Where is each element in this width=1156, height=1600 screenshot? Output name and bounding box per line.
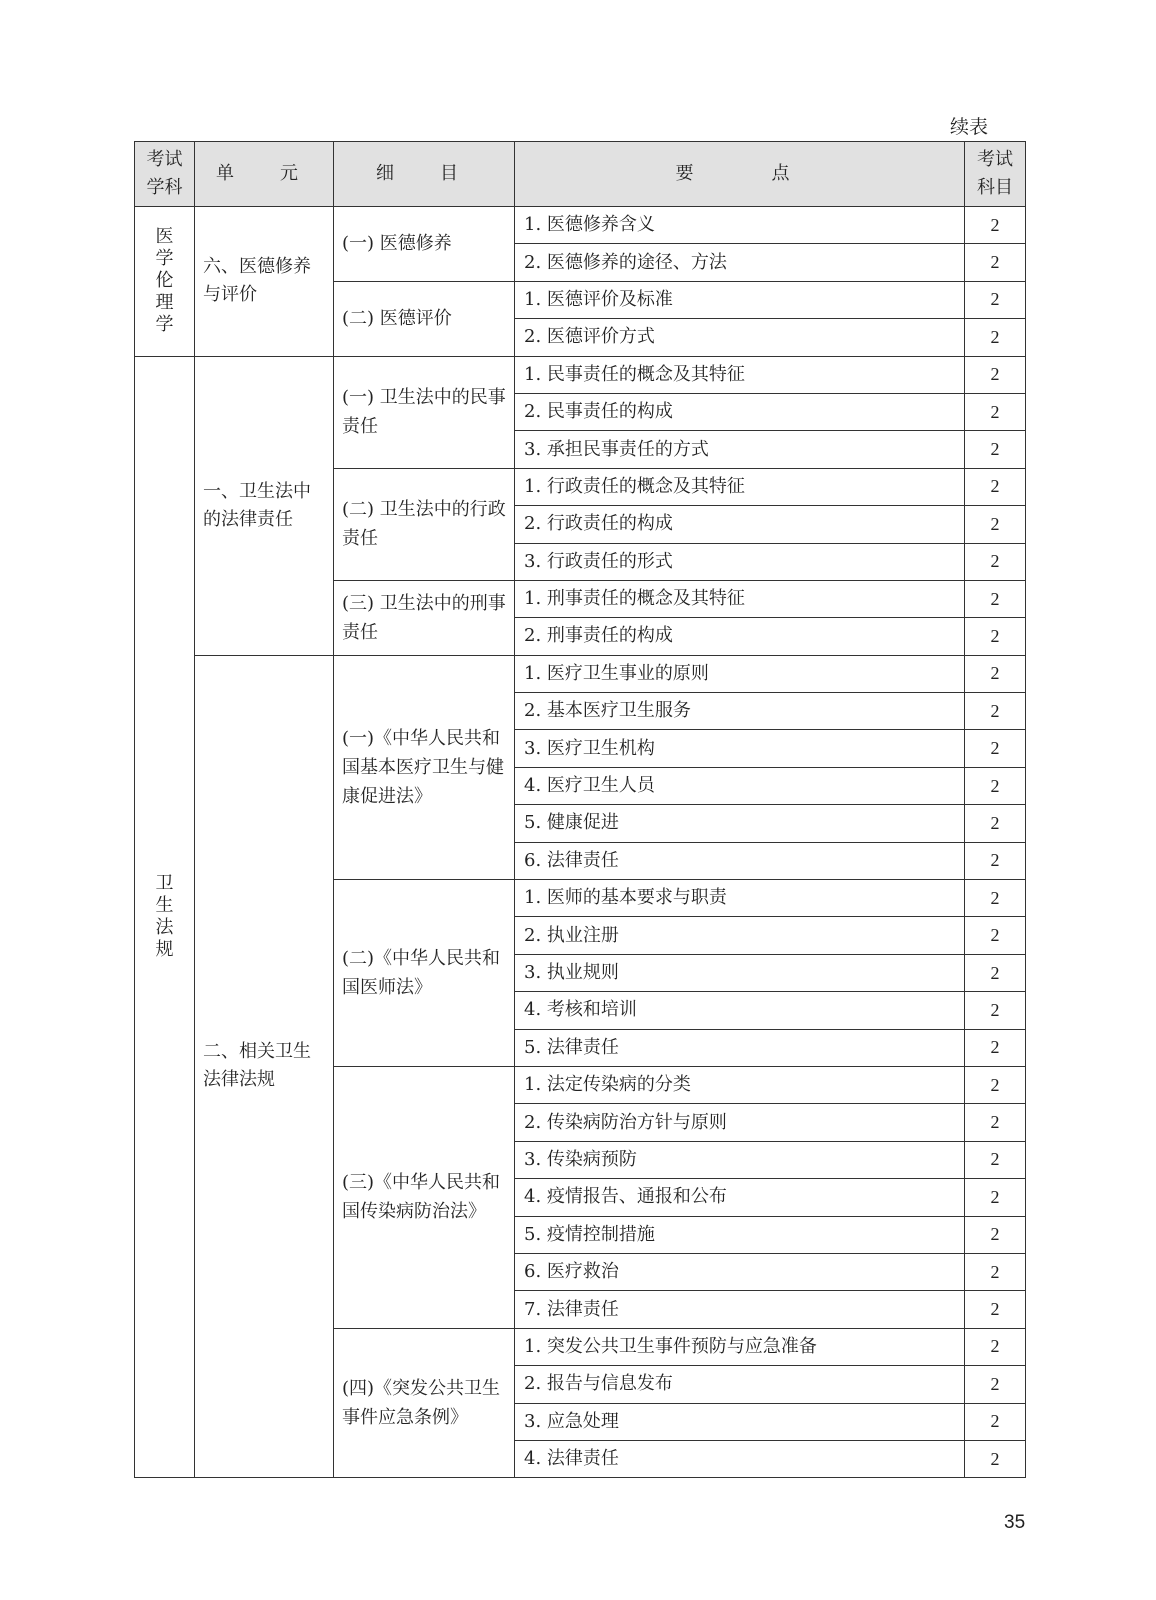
detail-cell: (一) 卫生法中的民事责任	[334, 356, 515, 468]
table-row	[135, 207, 1026, 244]
point-cell: 3. 承担民事责任的方式	[515, 431, 965, 468]
header-unit: 单 元	[195, 142, 334, 207]
level-cell: 2	[965, 1403, 1026, 1440]
level-cell: 2	[965, 917, 1026, 954]
point-cell: 2. 医德修养的途径、方法	[515, 244, 965, 281]
table-row	[135, 655, 1026, 692]
level-cell: 2	[965, 842, 1026, 879]
point-cell: 1. 突发公共卫生事件预防与应急准备	[515, 1328, 965, 1365]
unit-cell: 二、相关卫生法律法规	[195, 655, 334, 1478]
header-subject: 考试学科	[135, 142, 195, 207]
level-cell: 2	[965, 1440, 1026, 1477]
detail-cell: (三) 卫生法中的刑事责任	[334, 580, 515, 655]
point-cell: 7. 法律责任	[515, 1291, 965, 1328]
detail-cell: (一) 医德修养	[334, 207, 515, 282]
detail-cell: (二) 卫生法中的行政责任	[334, 468, 515, 580]
level-cell: 2	[965, 1216, 1026, 1253]
level-cell: 2	[965, 207, 1026, 244]
level-cell: 2	[965, 954, 1026, 991]
point-cell: 1. 刑事责任的概念及其特征	[515, 580, 965, 617]
point-cell: 6. 医疗救治	[515, 1253, 965, 1290]
level-cell: 2	[965, 805, 1026, 842]
point-cell: 1. 行政责任的概念及其特征	[515, 468, 965, 505]
unit-cell: 一、卫生法中的法律责任	[195, 356, 334, 655]
level-cell: 2	[965, 319, 1026, 356]
level-cell: 2	[965, 1291, 1026, 1328]
unit-cell: 六、医德修养与评价	[195, 207, 334, 357]
level-cell: 2	[965, 1104, 1026, 1141]
level-cell: 2	[965, 506, 1026, 543]
subject-cell	[135, 207, 195, 357]
point-cell: 5. 疫情控制措施	[515, 1216, 965, 1253]
point-cell: 4. 医疗卫生人员	[515, 767, 965, 804]
level-cell: 2	[965, 880, 1026, 917]
point-cell: 1. 医师的基本要求与职责	[515, 880, 965, 917]
page-number: 35	[1004, 1512, 1026, 1533]
detail-cell: (三)《中华人民共和国传染病防治法》	[334, 1066, 515, 1328]
point-cell: 3. 传染病预防	[515, 1141, 965, 1178]
subject-label: 医学伦理学	[155, 226, 174, 336]
point-cell: 4. 考核和培训	[515, 992, 965, 1029]
level-cell: 2	[965, 393, 1026, 430]
point-cell: 3. 医疗卫生机构	[515, 730, 965, 767]
point-cell: 1. 医德评价及标准	[515, 281, 965, 318]
level-cell: 2	[965, 992, 1026, 1029]
detail-cell: (一)《中华人民共和国基本医疗卫生与健康促进法》	[334, 655, 515, 879]
point-cell: 2. 行政责任的构成	[515, 506, 965, 543]
point-cell: 1. 医疗卫生事业的原则	[515, 655, 965, 692]
point-cell: 5. 法律责任	[515, 1029, 965, 1066]
point-cell: 1. 医德修养含义	[515, 207, 965, 244]
header-level: 考试科目	[965, 142, 1026, 207]
point-cell: 5. 健康促进	[515, 805, 965, 842]
level-cell: 2	[965, 1253, 1026, 1290]
point-cell: 3. 执业规则	[515, 954, 965, 991]
point-cell: 2. 刑事责任的构成	[515, 618, 965, 655]
point-cell: 4. 法律责任	[515, 1440, 965, 1477]
level-cell: 2	[965, 281, 1026, 318]
level-cell: 2	[965, 543, 1026, 580]
level-cell: 2	[965, 244, 1026, 281]
point-cell: 2. 民事责任的构成	[515, 393, 965, 430]
level-cell: 2	[965, 1029, 1026, 1066]
level-cell: 2	[965, 655, 1026, 692]
point-cell: 1. 民事责任的概念及其特征	[515, 356, 965, 393]
detail-cell: (二)《中华人民共和国医师法》	[334, 880, 515, 1067]
table-row	[135, 356, 1026, 393]
point-cell: 4. 疫情报告、通报和公布	[515, 1179, 965, 1216]
detail-cell: (二) 医德评价	[334, 281, 515, 356]
exam-outline-table	[134, 141, 1026, 1478]
continuation-label: 续表	[950, 116, 989, 138]
level-cell: 2	[965, 356, 1026, 393]
table-body	[135, 207, 1026, 1478]
level-cell: 2	[965, 618, 1026, 655]
point-cell: 3. 行政责任的形式	[515, 543, 965, 580]
level-cell: 2	[965, 1141, 1026, 1178]
level-cell: 2	[965, 1179, 1026, 1216]
subject-label: 卫生法规	[155, 872, 174, 960]
level-cell: 2	[965, 730, 1026, 767]
level-cell: 2	[965, 767, 1026, 804]
detail-cell: (四)《突发公共卫生事件应急条例》	[334, 1328, 515, 1478]
level-cell: 2	[965, 580, 1026, 617]
point-cell: 2. 执业注册	[515, 917, 965, 954]
point-cell: 1. 法定传染病的分类	[515, 1066, 965, 1103]
point-cell: 6. 法律责任	[515, 842, 965, 879]
level-cell: 2	[965, 431, 1026, 468]
level-cell: 2	[965, 1366, 1026, 1403]
header-detail: 细 目	[334, 142, 515, 207]
table-header	[135, 142, 1026, 207]
point-cell: 2. 医德评价方式	[515, 319, 965, 356]
point-cell: 2. 报告与信息发布	[515, 1366, 965, 1403]
header-point: 要 点	[515, 142, 965, 207]
point-cell: 3. 应急处理	[515, 1403, 965, 1440]
level-cell: 2	[965, 1328, 1026, 1365]
subject-cell	[135, 356, 195, 1478]
level-cell: 2	[965, 468, 1026, 505]
level-cell: 2	[965, 1066, 1026, 1103]
point-cell: 2. 传染病防治方针与原则	[515, 1104, 965, 1141]
point-cell: 2. 基本医疗卫生服务	[515, 693, 965, 730]
level-cell: 2	[965, 693, 1026, 730]
